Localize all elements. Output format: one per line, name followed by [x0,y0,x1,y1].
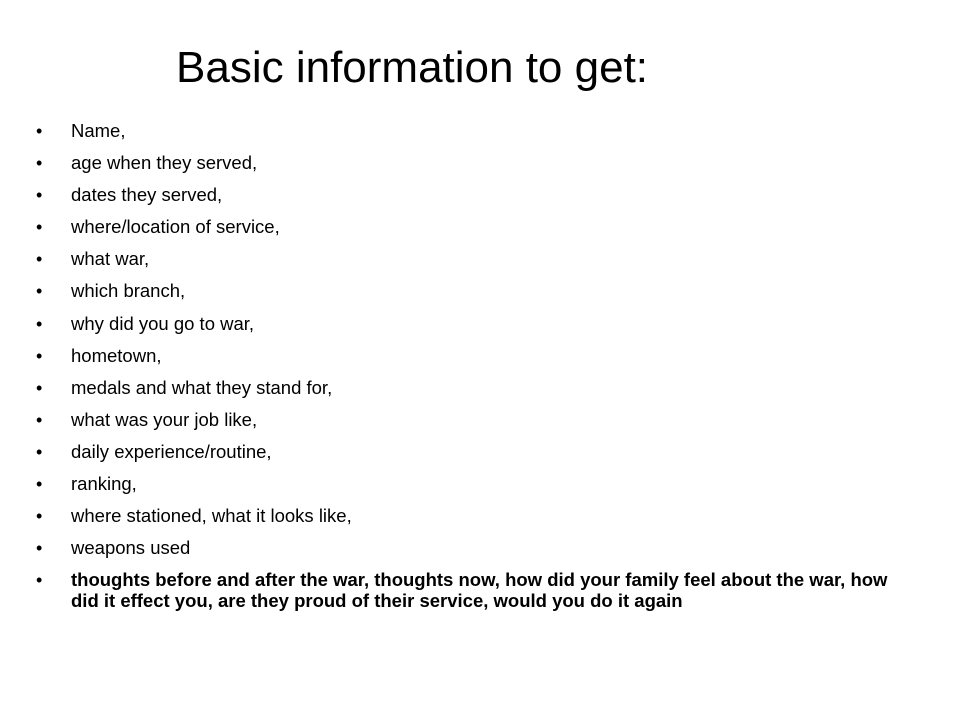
bullet-item [36,184,916,206]
bullet-item [36,313,916,335]
bullet-item [36,280,916,302]
bullet-text: Name, [71,120,126,141]
bullet-text: hometown, [71,344,162,366]
bullet-text: weapons used [71,537,191,559]
bullet-dot-icon: • [36,506,43,527]
bullet-text: thoughts before and after the war, thoughts now, how did your family feel about the war, how did it effect you, are they proud of their service, would you do it again [71,569,888,612]
bullet-dot-icon: • [36,345,43,366]
bullet-item [36,537,916,559]
bullet-item [36,248,916,270]
bullet-dot-icon: • [36,153,43,174]
bullet-text: where stationed, what it looks like, [71,505,352,527]
bullet-text: where/location of service, [71,216,280,238]
bullet-text: what was your job like, [71,408,258,430]
bullet-item [36,441,916,463]
bullet-dot-icon: • [36,217,43,238]
bullet-dot-icon: • [36,474,43,495]
bullet-dot-icon: • [36,538,43,559]
bullet-dot-icon: • [36,185,43,206]
bullet-item [36,473,916,495]
bullet-text: ranking, [71,473,137,495]
bullet-text: why did you go to war, [71,312,255,334]
bullet-list [36,120,916,621]
bullet-dot-icon: • [36,377,43,398]
bullet-item [36,569,916,611]
bullet-item [36,377,916,399]
slide-title: Basic information to get: [176,43,649,92]
bullet-dot-icon: • [36,121,43,141]
bullet-text: age when they served, [71,152,258,174]
bullet-text: medals and what they stand for, [71,376,333,398]
bullet-item [36,505,916,527]
bullet-dot-icon: • [36,281,43,302]
bullet-dot-icon: • [36,313,43,334]
bullet-text: which branch, [71,280,186,302]
bullet-text: dates they served, [71,184,223,206]
bullet-item [36,409,916,431]
bullet-dot-icon: • [36,570,43,591]
bullet-dot-icon: • [36,441,43,462]
bullet-dot-icon: • [36,409,43,430]
bullet-text: daily experience/routine, [71,440,272,462]
bullet-item [36,120,916,142]
bullet-item [36,216,916,238]
bullet-text: what war, [71,248,150,270]
bullet-dot-icon: • [36,249,43,270]
bullet-item [36,345,916,367]
bullet-item [36,152,916,174]
